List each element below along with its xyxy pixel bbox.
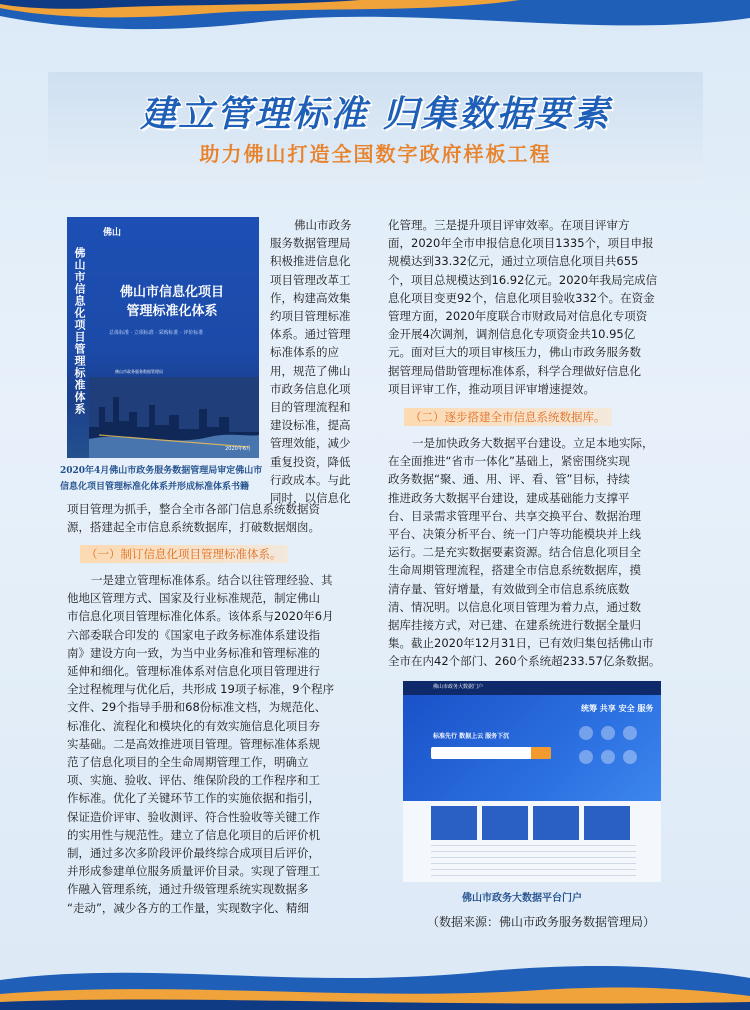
- text-line: 约项目管理标准: [270, 309, 351, 324]
- portal-slogan: 统筹 共享 安全 服务: [581, 704, 654, 713]
- page-title: 建立管理标准 归集数据要素: [140, 94, 611, 135]
- text-line: 行政成本。与此: [270, 472, 351, 487]
- text-line: 制，通过多次多阶段评价最终综合成项目后评价，: [67, 846, 320, 861]
- text-line: 一是建立管理标准体系。结合以往管理经验、其: [91, 573, 333, 587]
- left-body-text: [67, 571, 387, 917]
- text-line: 作融入管理系统，通过升级管理系统实现数据多: [67, 882, 309, 897]
- text-line: 标准体系的应: [270, 345, 339, 360]
- text-line: 积极推进信息化: [270, 254, 351, 269]
- text-line: 面，2020年全市申报信息化项目1335个，项目申报: [388, 236, 654, 251]
- text-line: 并形成参建单位服务质量评价目录。实现了管理工: [67, 864, 320, 879]
- text-line: 项目管理改革工: [270, 272, 351, 287]
- text-line: 延伸和细化。管理标准体系对信息化项目管理进行: [67, 664, 320, 679]
- text-line: 推进政务大数据平台建设，建成基础能力支撑平: [388, 490, 630, 505]
- text-line: 个，项目总规模达到16.92亿元。2020年我局完成信: [388, 272, 658, 287]
- text-line: 元。面对巨大的项目审核压力，佛山市政务服务数: [388, 345, 641, 360]
- book-caption: [60, 463, 270, 495]
- portal-card: [431, 806, 477, 840]
- text-line: 台、目录需求管理平台、共享交换平台、数据治理: [388, 508, 641, 523]
- text-line: 市政务信息化项: [270, 381, 351, 396]
- text-line: 作，构建高效集: [270, 290, 351, 305]
- text-line: 佛山市政务: [294, 218, 352, 232]
- portal-feature-icons: [575, 723, 645, 771]
- book-date: 2020年6月: [225, 446, 251, 452]
- portal-card: [533, 806, 579, 840]
- feature-icon: [579, 726, 593, 740]
- portal-screenshot-image: [403, 681, 661, 882]
- section-heading-1: （一）制订信息化项目管理标准体系。: [80, 545, 288, 563]
- text-line: 市信息化项目管理标准化体系。该体系与2020年6月: [67, 609, 334, 624]
- portal-caption: 佛山市政务大数据平台门户: [462, 893, 582, 904]
- text-line: 化管理。三是提升项目评审效率。在项目评审方: [388, 218, 630, 232]
- portal-cards: [431, 806, 636, 840]
- portal-card: [584, 806, 630, 840]
- book-caption-line2: 信息化项目管理标准化体系并形成标准体系书籍: [60, 482, 250, 492]
- book-tagline: 总体标准 · 立项标准 · 采购标准 · 评价标准: [109, 330, 204, 336]
- text-line: 实基础。二是高效推进项目管理。管理标准体系规: [67, 736, 320, 751]
- text-line: 他地区管理方式、国家及行业标准规范，制定佛山: [67, 591, 320, 606]
- text-line: “走动”，减少各方的工作量，实现数字化、精细: [67, 900, 309, 915]
- data-source: （数据来源：佛山市政务服务数据管理局）: [427, 915, 656, 929]
- feature-icon: [623, 726, 637, 740]
- text-line: 的实用性与规范性。建立了信息化项目的后评价机: [67, 827, 320, 842]
- text-line: 管理效能，减少: [270, 436, 351, 451]
- text-line: 生命周期管理流程，搭建全市信息系统数据库，摸: [388, 563, 641, 578]
- portal-search-box: [431, 747, 551, 759]
- text-line: 清存量、管好增量，有效做到全市信息系统底数: [388, 581, 630, 596]
- top-wave-decoration: [0, 0, 750, 60]
- right-top-text: [388, 216, 688, 398]
- book-title: [97, 283, 247, 321]
- text-line: 据库挂接方式，对已建、在建系统进行数据全量归: [388, 618, 641, 633]
- text-line: 平台、决策分析平台、统一门户等功能模块并上线: [388, 527, 641, 542]
- text-line: 全市在内42个部门、260个系统超233.57亿条数据。: [388, 654, 661, 669]
- feature-icon: [601, 726, 615, 740]
- text-line: 保证造价评审、验收测评、符合性验收等关键工作: [67, 809, 320, 824]
- book-title-line1: 佛山市信息化项目: [119, 285, 224, 300]
- book-spine-text: 佛山市信息化项目管理标准体系: [73, 247, 86, 415]
- text-line: 项目评审工作，推动项目评审增速提效。: [388, 381, 595, 396]
- text-line: 项目管理为抓手，整合全市各部门信息系统数据资: [67, 502, 320, 516]
- text-line: 体系。通过管理: [270, 327, 351, 342]
- feature-icon: [623, 750, 637, 764]
- text-line: 一是加快政务大数据平台建设。立足本地实际，: [412, 436, 654, 450]
- text-line: 六部委联合印发的《国家电子政务标准体系建设指: [67, 627, 320, 642]
- book-caption-line1: 2020年4月佛山市政务服务数据管理局审定佛山市: [60, 466, 263, 476]
- book-title-line2: 管理标准化体系: [126, 304, 218, 319]
- text-line: 息化项目变更92个，信息化项目验收332个。在资金: [388, 290, 655, 305]
- text-line: 用，规范了佛山: [270, 363, 351, 378]
- feature-icon: [601, 750, 615, 764]
- text-line: 文件、29个指导手册和68份标准文档，为规范化、: [67, 700, 327, 715]
- left-wrap-text: [270, 216, 388, 507]
- text-line: 标准化、流程化和模块化的有效实施信息化项目夯: [67, 718, 320, 733]
- text-line: 运行。二是充实数据要素资源。结合信息化项目全: [388, 545, 641, 560]
- feature-icon: [579, 750, 593, 764]
- text-line: 同时，以信息化: [270, 491, 351, 506]
- section-heading-2: （二）逐步搭建全市信息系统数据库。: [404, 408, 612, 426]
- text-line: 目的管理流程和: [270, 400, 351, 415]
- portal-subtitle: 标准先行 数据上云 服务下沉: [433, 733, 510, 740]
- text-line: 范了信息化项目的全生命周期管理工作，明确立: [67, 755, 309, 770]
- text-line: 南》建设方向一致，为当中业务标准和管理标准的: [67, 645, 320, 660]
- left-intro-text: [67, 500, 387, 536]
- portal-header-bar: [403, 681, 661, 695]
- text-line: 作标准。优化了关键环节工作的实施依据和指引，: [67, 791, 320, 806]
- text-line: 集。截止2020年12月31日，已有效归集包括佛山市: [388, 636, 654, 651]
- portal-search-button: [531, 747, 551, 759]
- portal-bar-title: 佛山市政务大数据门户: [433, 684, 484, 690]
- text-line: 建设标准，提高: [270, 418, 351, 433]
- text-line: 规模达到33.32亿元，通过立项信息化项目共655: [388, 254, 639, 269]
- text-line: 服务数据管理局: [270, 236, 351, 251]
- book-publisher: 佛山市政务服务数据管理局: [115, 369, 163, 374]
- title-banner: [48, 72, 703, 184]
- text-line: 在全面推进“省市一体化”基础上，紧密围绕实现: [388, 454, 630, 469]
- right-body-text: [388, 434, 688, 671]
- page-subtitle: 助力佛山打造全国数字政府样板工程: [199, 142, 552, 166]
- text-line: 管理方面，2020年度联合市财政局对信息化专项资: [388, 309, 648, 324]
- portal-lists: [431, 845, 636, 877]
- bottom-wave-decoration: [0, 950, 750, 1010]
- text-line: 重复投资，降低: [270, 454, 351, 469]
- text-line: 项、实施、验收、评估、维保阶段的工作程序和工: [67, 773, 320, 788]
- book-cover-image: [67, 217, 259, 458]
- text-line: 全过程梳理与优化后，共形成 19项子标准，9个程序: [67, 682, 335, 697]
- book-logo: 佛山: [103, 228, 122, 238]
- text-line: 清、情况明。以信息化项目管理为着力点，通过数: [388, 599, 641, 614]
- portal-hero: [403, 695, 661, 801]
- text-line: 源，搭建起全市信息系统数据库，打破数据烟囱。: [67, 520, 320, 535]
- portal-card: [482, 806, 528, 840]
- text-line: 据管理局借助管理标准体系，科学合理做好信息化: [388, 363, 641, 378]
- text-line: 金开展4次调剂，调剂信息化专项资金共10.95亿: [388, 327, 636, 342]
- text-line: 政务数据“聚、通、用、评、看、管”目标，持续: [388, 472, 630, 487]
